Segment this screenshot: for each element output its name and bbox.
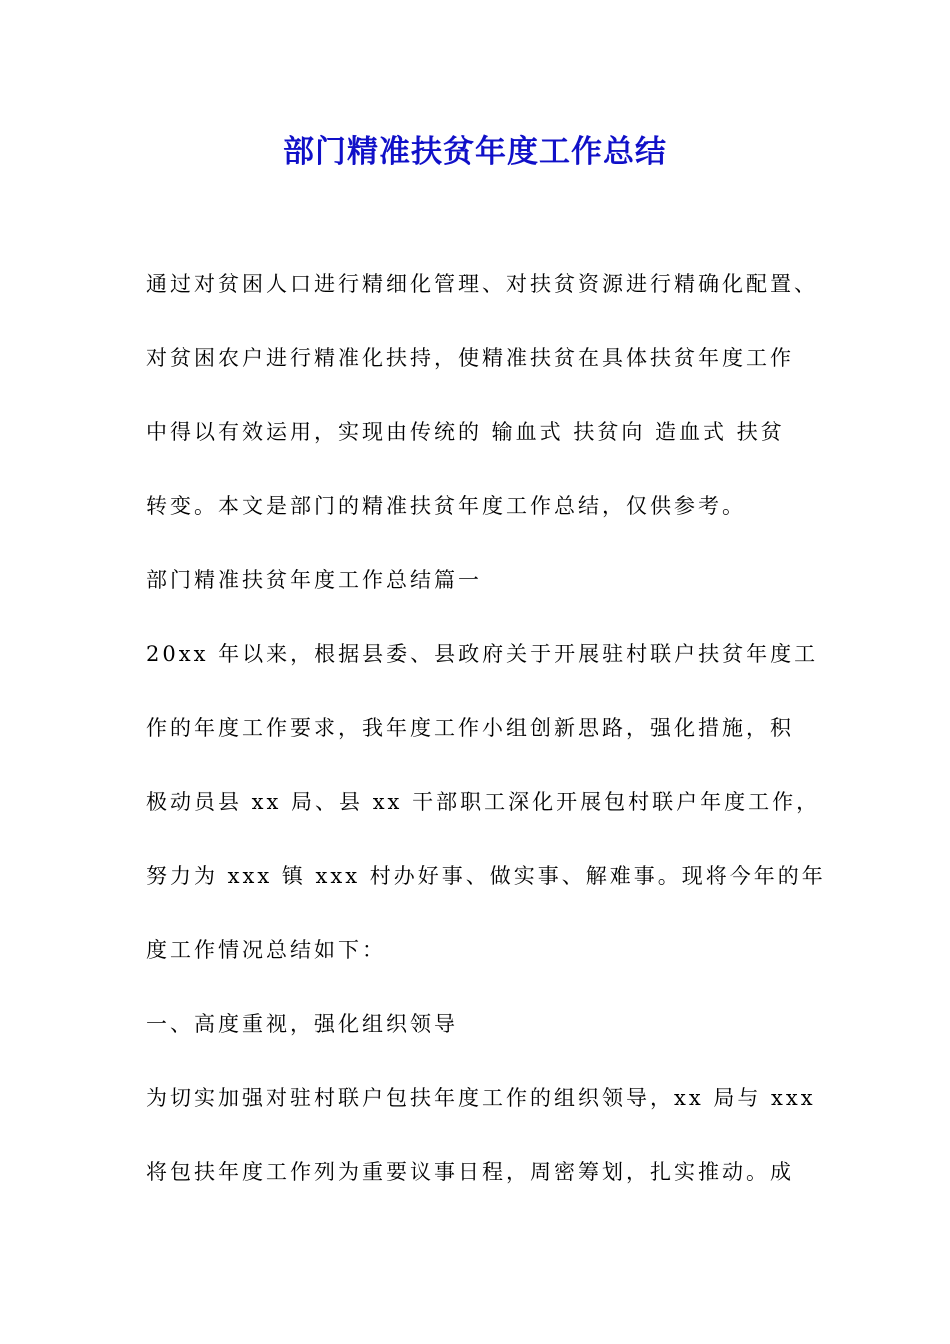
text-line: 努力为 xxx 镇 xxx 村办好事、做实事、解难事。现将今年的年 bbox=[146, 864, 826, 888]
document-title: 部门精准扶贫年度工作总结 bbox=[283, 134, 667, 170]
text-line: 转变。本文是部门的精准扶贫年度工作总结，仅供参考。 bbox=[146, 494, 746, 518]
text-line: 通过对贫困人口进行精细化管理、对扶贫资源进行精确化配置、 bbox=[146, 272, 818, 296]
text-line: 中得以有效运用，实现由传统的 输血式 扶贫向 造血式 扶贫 bbox=[146, 420, 785, 444]
text-line: 极动员县 xx 局、县 xx 干部职工深化开展包村联户年度工作， bbox=[146, 790, 821, 814]
text-line: 作的年度工作要求，我年度工作小组创新思路，强化措施，积 bbox=[146, 716, 794, 740]
text-line: 将包扶年度工作列为重要议事日程，周密筹划，扎实推动。成 bbox=[146, 1160, 794, 1184]
section-heading: 部门精准扶贫年度工作总结篇一 bbox=[146, 568, 482, 592]
text-line: 20xx 年以来，根据县委、县政府关于开展驻村联户扶贫年度工 bbox=[146, 642, 819, 666]
text-line: 度工作情况总结如下： bbox=[146, 938, 386, 962]
text-line: 对贫困农户进行精准化扶持，使精准扶贫在具体扶贫年度工作 bbox=[146, 346, 794, 370]
text-line: 为切实加强对驻村联户包扶年度工作的组织领导，xx 局与 xxx bbox=[146, 1086, 816, 1110]
document-body bbox=[146, 264, 836, 1226]
section-heading: 一、高度重视，强化组织领导 bbox=[146, 1012, 458, 1036]
